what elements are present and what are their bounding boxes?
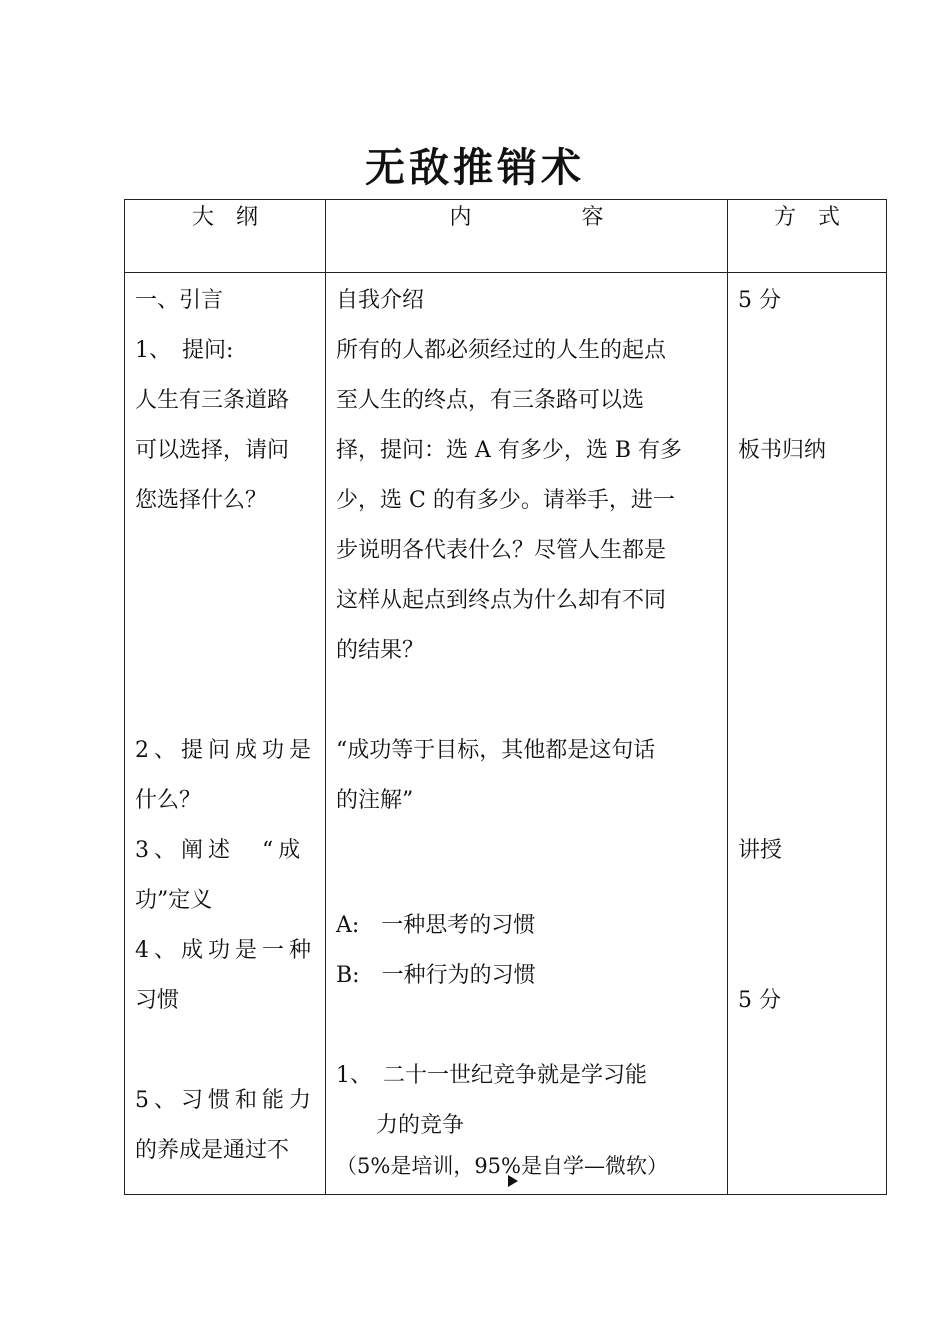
outline-line: 习惯 [135, 988, 180, 1013]
outline-line: 一、引言 [135, 288, 224, 313]
content-line: 的结果？ [336, 638, 425, 663]
content-line: （5%是培训，95%是自学—微软） [336, 1154, 668, 1178]
content-line: 至人生的终点，有三条路可以选 [336, 388, 645, 413]
method-cell [728, 273, 887, 1195]
content-line: 力的竞争 [376, 1113, 465, 1138]
outline-line: 4、成功是一种 [135, 938, 316, 963]
header-method [728, 200, 887, 273]
content-line: “成功等于目标，其他都是这句话 [336, 738, 656, 763]
header-method-label: 方 式 [773, 205, 840, 230]
outline-table [124, 199, 887, 1195]
outline-line: 您选择什么？ [135, 488, 268, 513]
content-line: B: 一种行为的习惯 [336, 963, 536, 988]
content-line: 步说明各代表什么？尽管人生都是 [336, 538, 667, 563]
outline-cell [125, 273, 326, 1195]
outline-line: 什么？ [135, 788, 202, 813]
content-line: 1、 二十一世纪竞争就是学习能 [336, 1063, 647, 1088]
content-line: 这样从起点到终点为什么却有不同 [336, 588, 667, 613]
outline-line: 3、阐述 “成 [135, 838, 306, 863]
content-line: 择，提问：选 A 有多少，选 B 有多 [336, 438, 683, 463]
header-content-label: 内 容 [449, 205, 604, 230]
header-content [326, 200, 728, 273]
content-line: 少，选 C 的有多少。请举手，进一 [336, 488, 675, 513]
method-line: 5 分 [738, 988, 781, 1013]
header-outline-label: 大 纲 [191, 205, 258, 230]
header-outline [125, 200, 326, 273]
outline-line: 5、习惯和能力 [135, 1088, 316, 1113]
outline-line: 人生有三条道路 [135, 388, 290, 413]
content-line: 所有的人都必须经过的人生的起点 [336, 338, 667, 363]
mouse-cursor-icon [508, 1175, 518, 1187]
content-cell [326, 273, 728, 1195]
content-line: 自我介绍 [336, 288, 425, 313]
document-title: 无敌推销术 [365, 145, 585, 191]
outline-line: 2、提问成功是 [135, 738, 316, 763]
content-line: A: 一种思考的习惯 [336, 913, 536, 938]
method-line: 5 分 [738, 288, 781, 313]
outline-line: 可以选择，请问 [135, 438, 290, 463]
table-row [125, 273, 887, 1195]
content-line: 的注解” [336, 788, 414, 813]
outline-line: 功”定义 [135, 888, 213, 913]
outline-line: 1、 提问: [135, 338, 234, 363]
method-line: 板书归纳 [738, 438, 827, 463]
outline-line: 的养成是通过不 [135, 1138, 290, 1163]
table-header-row [125, 200, 887, 273]
method-line: 讲授 [738, 838, 783, 863]
